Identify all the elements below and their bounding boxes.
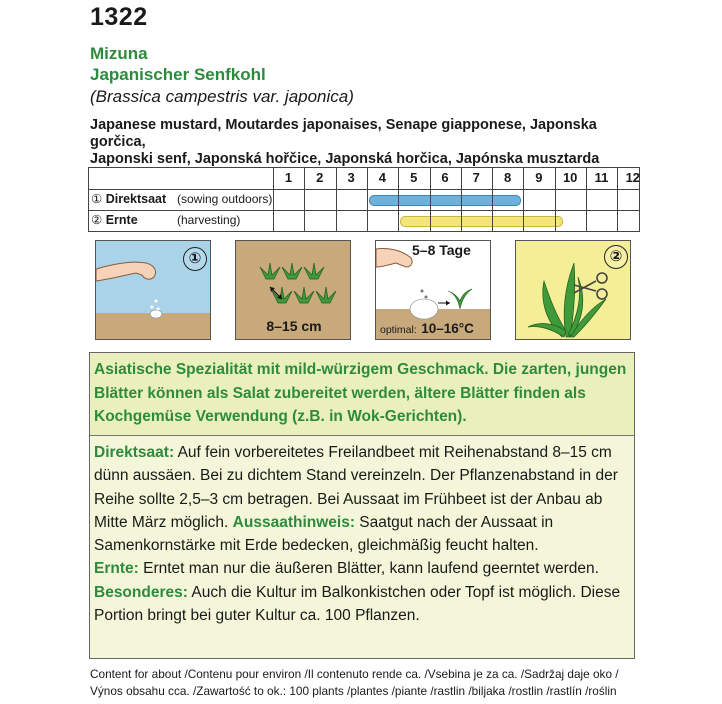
month-gridline	[398, 168, 399, 231]
temperature-readout	[380, 320, 474, 338]
month-gridline	[492, 168, 493, 231]
harvest-label	[91, 212, 138, 227]
panel-harvest	[515, 240, 631, 340]
temperature-label: optimal:	[380, 324, 417, 336]
aussaat-text: Saatgut nach der Aussaat in Samenkornstärke mit Erde bedecken, gleichmäßig feucht halten.	[94, 513, 554, 555]
month-gridline	[555, 168, 556, 231]
product-code: 1322	[90, 3, 148, 31]
marker-2: ②	[91, 213, 103, 227]
panel-germination	[375, 240, 491, 340]
month-gridline	[523, 168, 524, 231]
panel-sowing	[95, 240, 211, 340]
besonderes-text: Auch die Kultur im Balkonkistchen oder Topf ist möglich. Diese Portion bringt bei guter Kultur ca. 100 Pflanzen.	[94, 583, 621, 625]
direktsaat-text: Auf fein vorbereitetes Freilandbeet mit Reihenabstand 8–15 cm dünn aussäen. Bei zu dichtem Stand vereinzeln. Der Pflanzenabstand in der Reihe sollte 2,5–3 cm betragen. Bei Aussaat im Frühbeet ist der Anbau ab Mitte März möglich.	[94, 444, 618, 531]
calendar-row-harvest	[89, 210, 639, 232]
sowing-period-bar	[369, 195, 521, 206]
step-marker-2: ②	[604, 245, 628, 269]
month-10: 10	[562, 170, 578, 185]
calendar-header-row	[89, 168, 639, 190]
month-6: 6	[441, 170, 449, 185]
month-8: 8	[503, 170, 512, 185]
harvest-label-text: Ernte	[105, 213, 138, 227]
latin-name: (Brassica campestris var. japonica)	[90, 87, 354, 106]
sowing-label-text: Direktsaat	[105, 192, 167, 206]
footer-yield	[90, 666, 690, 700]
month-gridline	[430, 168, 431, 231]
month-9: 9	[535, 170, 543, 185]
harvest-period-bar	[400, 216, 563, 227]
step-marker-1: ①	[183, 247, 207, 271]
product-subtitle: Japanischer Senfkohl	[90, 65, 266, 84]
names-line-2: Japonski senf, Japonská hořčice, Japonská horčica, Japónska musztarda	[90, 151, 600, 167]
temperature-value: 10–16°C	[421, 321, 474, 336]
germination-days: 5–8 Tage	[412, 242, 471, 258]
month-12: 12	[625, 170, 641, 185]
month-7: 7	[472, 170, 480, 185]
instructions	[94, 441, 634, 627]
translated-names	[90, 117, 650, 168]
month-3: 3	[347, 170, 355, 185]
month-gridline	[336, 168, 337, 231]
footer-line-1: Content for about /Contenu pour environ /Il contenuto rende ca. /Vsebina je za ca. /Sadržaj daje oko /	[90, 667, 619, 681]
month-4: 4	[378, 170, 386, 185]
names-line-1: Japanese mustard, Moutardes japonaises, Senape giapponese, Japonska gorčica,	[90, 117, 597, 150]
seedlings-illustration	[236, 241, 351, 316]
panel-spacing	[235, 240, 351, 340]
spacing-label: 8–15 cm	[266, 318, 322, 334]
ernte-label: Ernte:	[94, 560, 139, 578]
calendar-divider	[273, 168, 274, 231]
description-box	[89, 352, 635, 659]
ernte-text: Erntet man nur die äußeren Blätter, kann laufend geerntet werden.	[138, 560, 599, 578]
besonderes-label: Besonderes:	[94, 583, 188, 601]
intro-text: Asiatische Spezialität mit mild-würzigem Geschmack. Die zarten, jungen Blätter können als Salat zubereitet werden, ältere Blätter finden als Kochgemüse Verwendung (z.B. in Wok-Gerichten).	[94, 361, 627, 425]
aussaat-label: Aussaathinweis:	[232, 513, 355, 531]
month-gridline	[617, 168, 618, 231]
month-gridline	[586, 168, 587, 231]
month-2: 2	[316, 170, 324, 185]
harvest-sub: (harvesting)	[177, 213, 241, 227]
sowing-label	[91, 191, 166, 206]
direktsaat-label: Direktsaat:	[94, 444, 175, 461]
month-gridline	[367, 168, 368, 231]
month-1: 1	[284, 170, 293, 185]
month-5: 5	[410, 170, 418, 185]
marker-1: ①	[91, 192, 103, 206]
intro-box	[90, 353, 634, 436]
footer-line-2: Výnos obsahu cca. /Zawartość to ok.: 100 plants /plantes /piante /rastlin /biljaka /rostlin /rastlín /roślin	[90, 684, 617, 698]
product-title: Mizuna	[90, 44, 148, 63]
month-gridline	[304, 168, 305, 231]
calendar-row-sowing	[89, 189, 639, 211]
sowing-sub: (sowing outdoors)	[177, 192, 273, 206]
month-gridline	[461, 168, 462, 231]
sowing-calendar	[88, 167, 640, 232]
month-11: 11	[594, 170, 609, 185]
